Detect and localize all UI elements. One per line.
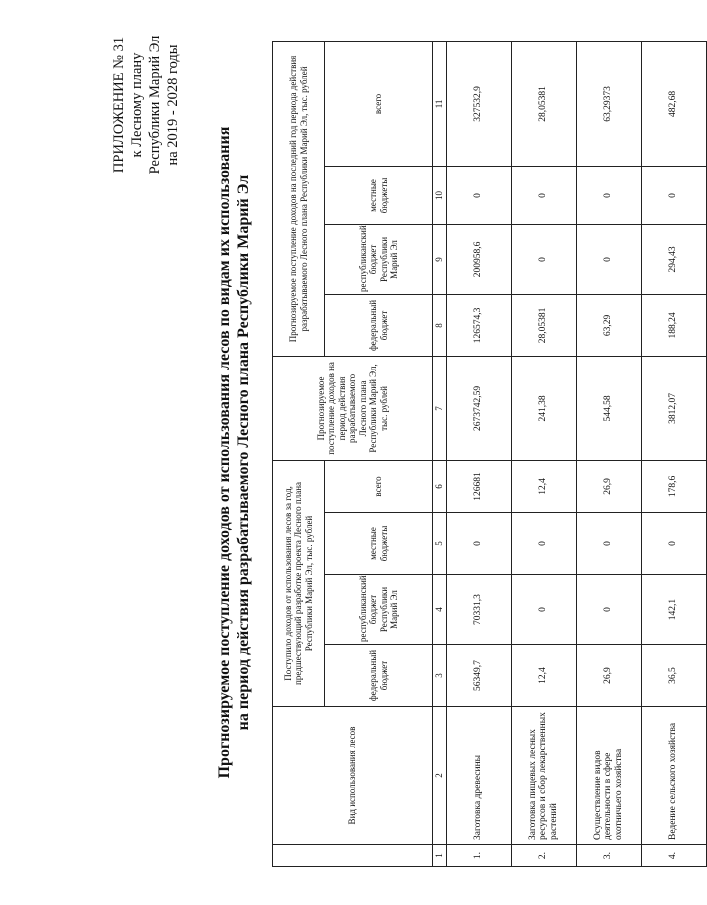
- table-row: [446, 41, 511, 866]
- cell-federal-last: 188,24: [641, 294, 706, 356]
- col-number: 6: [433, 460, 447, 512]
- cell-expected: 2673742,59: [446, 356, 511, 460]
- cell-local-last: 0: [641, 166, 706, 224]
- annex-line-4: на 2019 - 2028 годы: [165, 44, 181, 166]
- cell-local-last: 0: [446, 166, 511, 224]
- header-num: [273, 845, 433, 867]
- table-row: [641, 41, 706, 866]
- cell-total-last: 327532,9: [446, 41, 511, 166]
- title-line-2: на период действия разрабатываемого Лесного плана Республики Марий Эл: [235, 174, 252, 731]
- row-number: 4.: [641, 845, 706, 867]
- annex-header: [110, 5, 182, 205]
- document-title: [215, 40, 253, 865]
- header-row-1: [273, 41, 325, 866]
- cell-federal-last: 63,29: [576, 294, 641, 356]
- annex-line-3: Республики Марий Эл: [147, 35, 163, 175]
- row-number: 1.: [446, 845, 511, 867]
- cell-republic-prev: 0: [576, 575, 641, 645]
- cell-federal-prev: 26,9: [576, 645, 641, 707]
- cell-total-prev: 126681: [446, 460, 511, 512]
- col-number: 4: [433, 575, 447, 645]
- cell-expected: 241,38: [511, 356, 576, 460]
- header-local-last: местные бюджеты: [325, 166, 433, 224]
- col-number: 5: [433, 513, 447, 575]
- cell-federal-last: 28,05381: [511, 294, 576, 356]
- col-number: 9: [433, 224, 447, 294]
- cell-republic-last: 0: [576, 224, 641, 294]
- cell-local-last: 0: [576, 166, 641, 224]
- cell-republic-prev: 70331,3: [446, 575, 511, 645]
- cell-federal-prev: 12,4: [511, 645, 576, 707]
- cell-federal-last: 126574,3: [446, 294, 511, 356]
- col-number: 2: [433, 707, 447, 845]
- cell-republic-last: 200958,6: [446, 224, 511, 294]
- title-line-1: Прогнозируемое поступление доходов от использования лесов по видам их использования: [216, 126, 233, 779]
- col-number: 7: [433, 356, 447, 460]
- revenue-table: [272, 41, 707, 867]
- cell-republic-prev: 0: [511, 575, 576, 645]
- cell-total-prev: 12,4: [511, 460, 576, 512]
- column-number-row: [433, 41, 447, 866]
- row-kind: Ведение сельского хозяйства: [641, 707, 706, 845]
- col-number: 1: [433, 845, 447, 867]
- cell-expected: 544,58: [576, 356, 641, 460]
- header-total-prev: всего: [325, 460, 433, 512]
- col-number: 8: [433, 294, 447, 356]
- cell-republic-prev: 142,1: [641, 575, 706, 645]
- cell-local-prev: 0: [446, 513, 511, 575]
- table-row: [576, 41, 641, 866]
- table-row: [511, 41, 576, 866]
- row-number: 2.: [511, 845, 576, 867]
- cell-total-prev: 178,6: [641, 460, 706, 512]
- header-federal-prev: федеральный бюджет: [325, 645, 433, 707]
- cell-total-last: 63,29373: [576, 41, 641, 166]
- header-kind: Вид использования лесов: [273, 707, 433, 845]
- header-total-last: всего: [325, 41, 433, 166]
- cell-total-last: 482,68: [641, 41, 706, 166]
- col-number: 10: [433, 166, 447, 224]
- header-local-prev: местные бюджеты: [325, 513, 433, 575]
- header-group-last: Прогнозируемое поступление доходов на последний год периода действия разрабатываемого Лесного плана Республики Марий Эл, тыс. рублей: [273, 41, 325, 356]
- cell-local-prev: 0: [576, 513, 641, 575]
- row-kind: Осуществление видов деятельности в сфере охотничьего хозяйства: [576, 707, 641, 845]
- col-number: 3: [433, 645, 447, 707]
- header-expected: Прогнозируемое поступление доходов на период действия разрабатываемого Лесного плана Республики Марий Эл, тыс. рублей: [273, 356, 433, 460]
- row-kind: Заготовка пищевых лесных ресурсов и сбор лекарственных растений: [511, 707, 576, 845]
- cell-expected: 3812,07: [641, 356, 706, 460]
- header-federal-last: федеральный бюджет: [325, 294, 433, 356]
- cell-local-prev: 0: [511, 513, 576, 575]
- annex-line-2: к Лесному плану: [129, 52, 145, 158]
- cell-federal-prev: 36,5: [641, 645, 706, 707]
- cell-republic-last: 0: [511, 224, 576, 294]
- cell-local-prev: 0: [641, 513, 706, 575]
- col-number: 11: [433, 41, 447, 166]
- annex-number: ПРИЛОЖЕНИЕ № 31: [111, 36, 127, 174]
- header-group-prev: Поступило доходов от использования лесов за год, предшествующий разработке проекта Лесного плана Республики Марий Эл, тыс. рублей: [273, 460, 325, 706]
- cell-federal-prev: 56349,7: [446, 645, 511, 707]
- cell-local-last: 0: [511, 166, 576, 224]
- row-kind: Заготовка древесины: [446, 707, 511, 845]
- cell-total-last: 28,05381: [511, 41, 576, 166]
- header-republic-prev: республиканский бюджет Республики Марий Эл: [325, 575, 433, 645]
- cell-total-prev: 26,9: [576, 460, 641, 512]
- row-number: 3.: [576, 845, 641, 867]
- header-republic-last: республиканский бюджет Республики Марий Эл: [325, 224, 433, 294]
- cell-republic-last: 294,43: [641, 224, 706, 294]
